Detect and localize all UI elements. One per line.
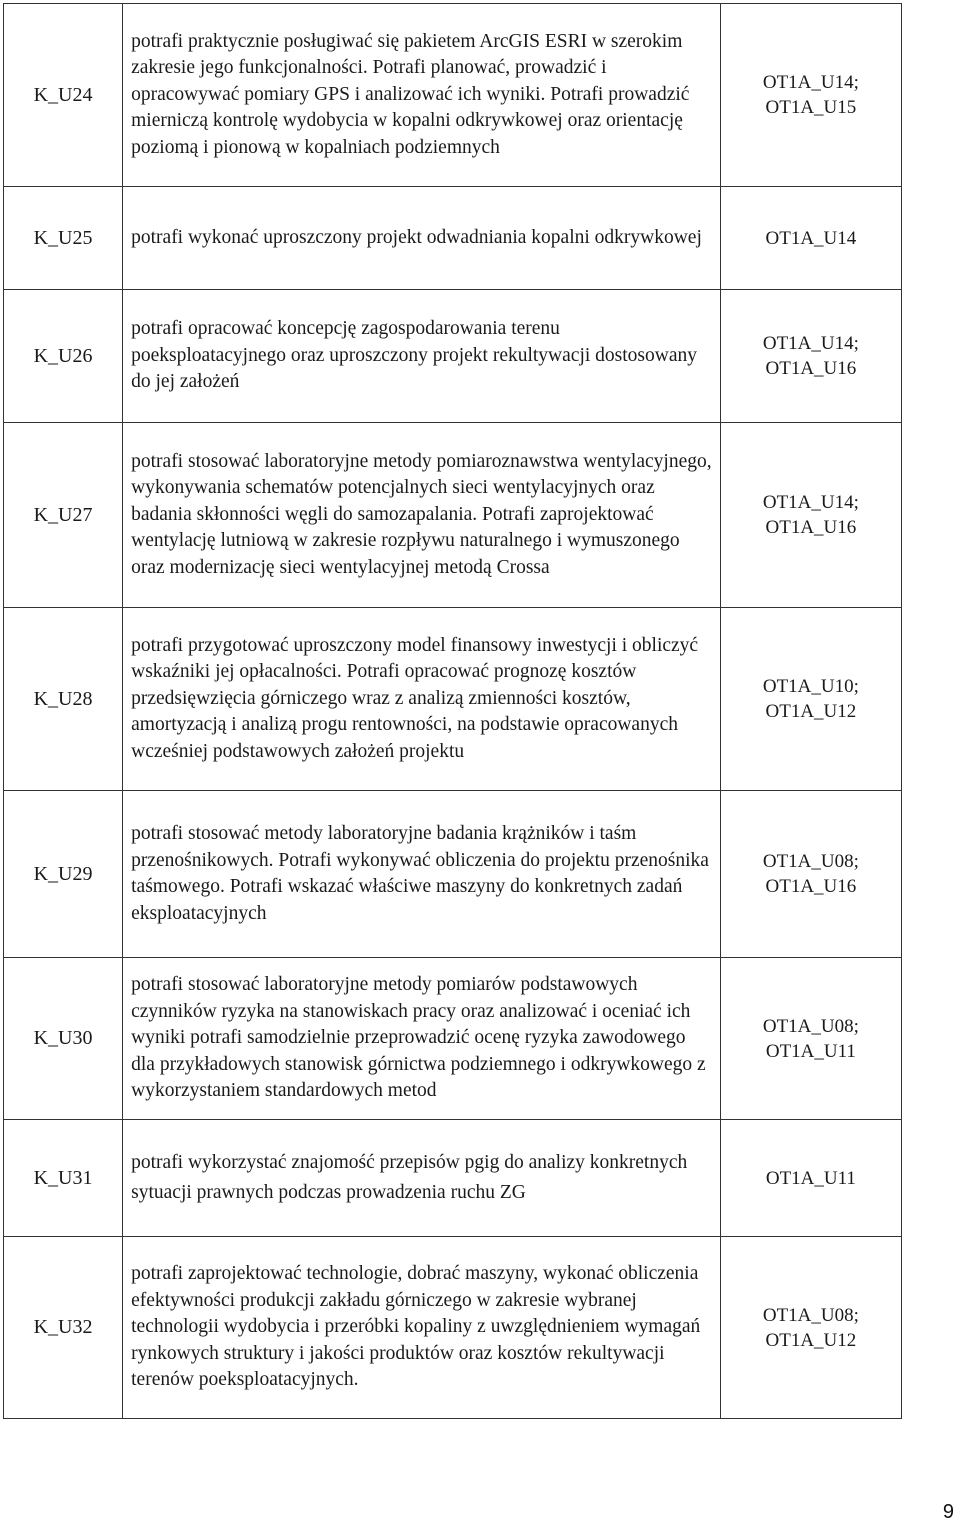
reference-code: OT1A_U08; (762, 1015, 859, 1037)
outcome-references (720, 423, 901, 608)
outcome-description: potrafi praktycznie posługiwać się pakietem ArcGIS ESRI w szerokim zakresie jego funkcjonalności. Potrafi planować, prowadzić i opracowywać pomiary GPS i analizować ich wyniki. Potrafi prowadzić mierniczą kontrolę wydobycia w kopalni odkrywkowej oraz orientację poziomą i pionową w kopalniach podziemnych (123, 4, 721, 187)
outcome-description: potrafi wykorzystać znajomość przepisów pgig do analizy konkretnych sytuacji prawnych podczas prowadzenia ruchu ZG (123, 1120, 721, 1237)
outcome-references (720, 4, 901, 187)
reference-code: OT1A_U12 (765, 1329, 857, 1351)
outcome-description: potrafi stosować laboratoryjne metody pomiaroznawstwa wentylacyjnego, wykonywania schematów potencjalnych sieci wentylacyjnych oraz badania skłonności węgli do samozapalania. Potrafi zaprojektować wentylację lutniową w zakresie rozpływu naturalnego i wymuszonego oraz modernizację sieci wentylacyjnej metodą Crossa (123, 423, 721, 608)
reference-code: OT1A_U16 (765, 876, 857, 897)
reference-code: OT1A_U11 (765, 1040, 856, 1062)
reference-code: OT1A_U14 (765, 227, 857, 249)
table-row (4, 791, 902, 958)
outcome-references (720, 187, 901, 290)
outcome-code: K_U30 (4, 958, 123, 1120)
outcome-references (720, 958, 901, 1120)
outcome-code: K_U28 (4, 608, 123, 791)
table-row (4, 423, 902, 608)
outcome-description: potrafi zaprojektować technologie, dobrać maszyny, wykonać obliczenia efektywności produkcji zakładu górniczego w zakresie wybranej technologii wydobycia i przeróbki kopaliny z uwzględnieniem wymagań rynkowych struktury i jakości produktów oraz kosztów rekultywacji terenów poeksploatacyjnych. (123, 1237, 721, 1419)
outcome-code: K_U24 (4, 4, 123, 187)
outcome-references (720, 1120, 901, 1237)
table-row (4, 958, 902, 1120)
outcome-description: potrafi wykonać uproszczony projekt odwadniania kopalni odkrywkowej (123, 187, 721, 290)
outcome-code: K_U27 (4, 423, 123, 608)
outcome-description: potrafi opracować koncepcję zagospodarowania terenu poeksploatacyjnego oraz uproszczony projekt rekultywacji dostosowany do jej założeń (123, 290, 721, 423)
reference-code: OT1A_U14; (762, 492, 859, 513)
reference-code: OT1A_U16 (765, 358, 857, 379)
outcome-references (720, 608, 901, 791)
reference-code: OT1A_U12 (765, 701, 857, 722)
outcome-code: K_U29 (4, 791, 123, 958)
reference-code: OT1A_U15 (765, 97, 857, 118)
outcome-references (720, 791, 901, 958)
table-row (4, 608, 902, 791)
outcome-code: K_U31 (4, 1120, 123, 1237)
reference-code: OT1A_U14; (762, 72, 859, 93)
outcome-description: potrafi stosować laboratoryjne metody pomiarów podstawowych czynników ryzyka na stanowiskach pracy oraz analizować i oceniać ich wyniki potrafi samodzielnie przeprowadzić ocenę ryzyka zawodowego dla przykładowych stanowisk górnictwa podziemnego i odkrywkowego z wykorzystaniem standardowych metod (123, 958, 721, 1120)
outcome-code: K_U26 (4, 290, 123, 423)
reference-code: OT1A_U08; (762, 851, 859, 872)
outcome-description: potrafi stosować metody laboratoryjne badania krążników i taśm przenośnikowych. Potrafi wykonywać obliczenia do projektu przenośnika taśmowego. Potrafi wskazać właściwe maszyny do konkretnych zadań eksploatacyjnych (123, 791, 721, 958)
outcome-description: potrafi przygotować uproszczony model finansowy inwestycji i obliczyć wskaźniki jej opłacalności. Potrafi opracować prognozę kosztów przedsięwzięcia górniczego wraz z analizą zmienności kosztów, amortyzacją i analizą progu rentowności, na podstawie opracowanych wcześniej podstawowych założeń projektu (123, 608, 721, 791)
learning-outcomes-table (3, 3, 902, 1419)
table-row (4, 290, 902, 423)
table-row (4, 1237, 902, 1419)
outcome-references (720, 1237, 901, 1419)
table-row (4, 1120, 902, 1237)
reference-code: OT1A_U11 (765, 1167, 856, 1189)
reference-code: OT1A_U10; (762, 676, 859, 697)
table-row (4, 4, 902, 187)
reference-code: OT1A_U16 (765, 517, 857, 538)
table-row (4, 187, 902, 290)
reference-code: OT1A_U08; (762, 1304, 859, 1326)
reference-code: OT1A_U14; (762, 333, 859, 354)
page-number: 9 (942, 1501, 954, 1523)
outcome-code: K_U32 (4, 1237, 123, 1419)
outcome-code: K_U25 (4, 187, 123, 290)
outcome-references (720, 290, 901, 423)
